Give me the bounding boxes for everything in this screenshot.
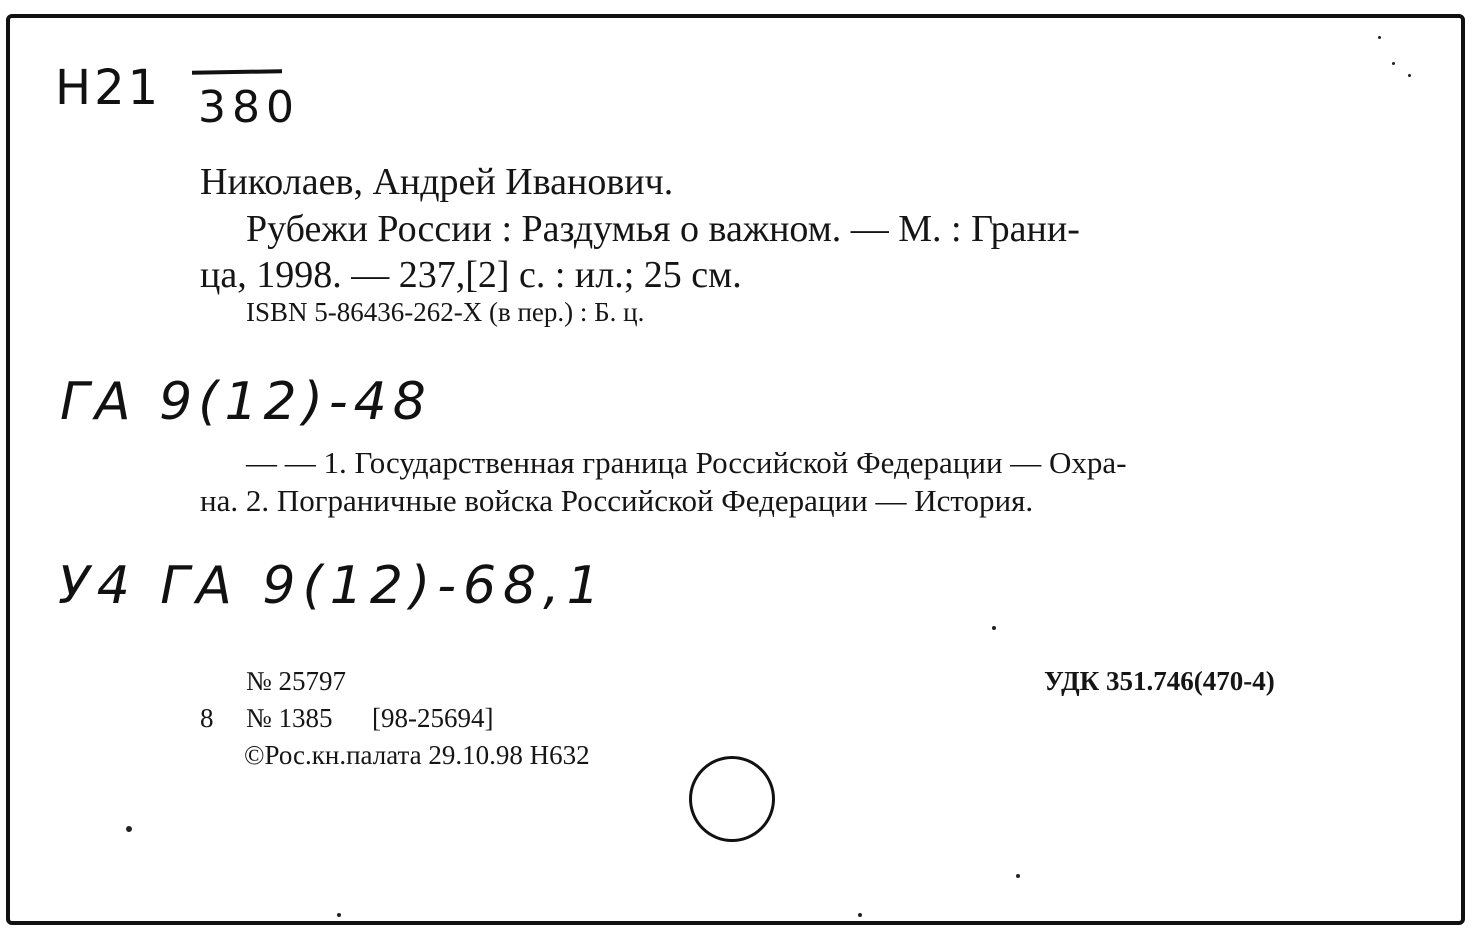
scan-speck bbox=[1408, 74, 1411, 77]
copies-count: 8 bbox=[200, 703, 214, 733]
scan-speck bbox=[1378, 36, 1381, 39]
shelfmark-prefix: H21 bbox=[55, 60, 162, 116]
subjects-line-1: — — 1. Государственная граница Российской Федерации — Охра- bbox=[246, 445, 1127, 480]
scan-speck bbox=[1016, 874, 1020, 878]
record-number: № 25797 bbox=[246, 666, 347, 696]
register-number: [98-25694] bbox=[372, 703, 494, 733]
punch-hole bbox=[689, 756, 775, 842]
scan-speck bbox=[1392, 62, 1395, 65]
entry-number: № 1385 bbox=[246, 703, 333, 733]
scan-speck bbox=[858, 913, 862, 917]
chamber-stamp: ©Рос.кн.палата 29.10.98 Н632 bbox=[244, 740, 590, 770]
scan-speck bbox=[992, 626, 996, 630]
title-line-2: ца, 1998. — 237,[2] с. : ил.; 25 см. bbox=[200, 254, 742, 296]
subjects-line-2: на. 2. Пограничные войска Российской Федерации — История. bbox=[200, 483, 1034, 518]
udc-code: УДК 351.746(470-4) bbox=[1044, 666, 1275, 696]
isbn-line: ISBN 5-86436-262-X (в пер.) : Б. ц. bbox=[246, 297, 645, 327]
author-heading: Николаев, Андрей Иванович. bbox=[200, 161, 674, 203]
classification-index-2: У4 ГА 9(12)-68,1 bbox=[58, 556, 607, 616]
scan-speck bbox=[337, 913, 341, 917]
title-line-1: Рубежи России : Раздумья о важном. — М. : Грани- bbox=[246, 208, 1080, 250]
shelfmark-number: 380 bbox=[198, 82, 300, 133]
classification-index-1: ГА 9(12)-48 bbox=[60, 372, 432, 432]
scan-speck bbox=[126, 826, 132, 832]
